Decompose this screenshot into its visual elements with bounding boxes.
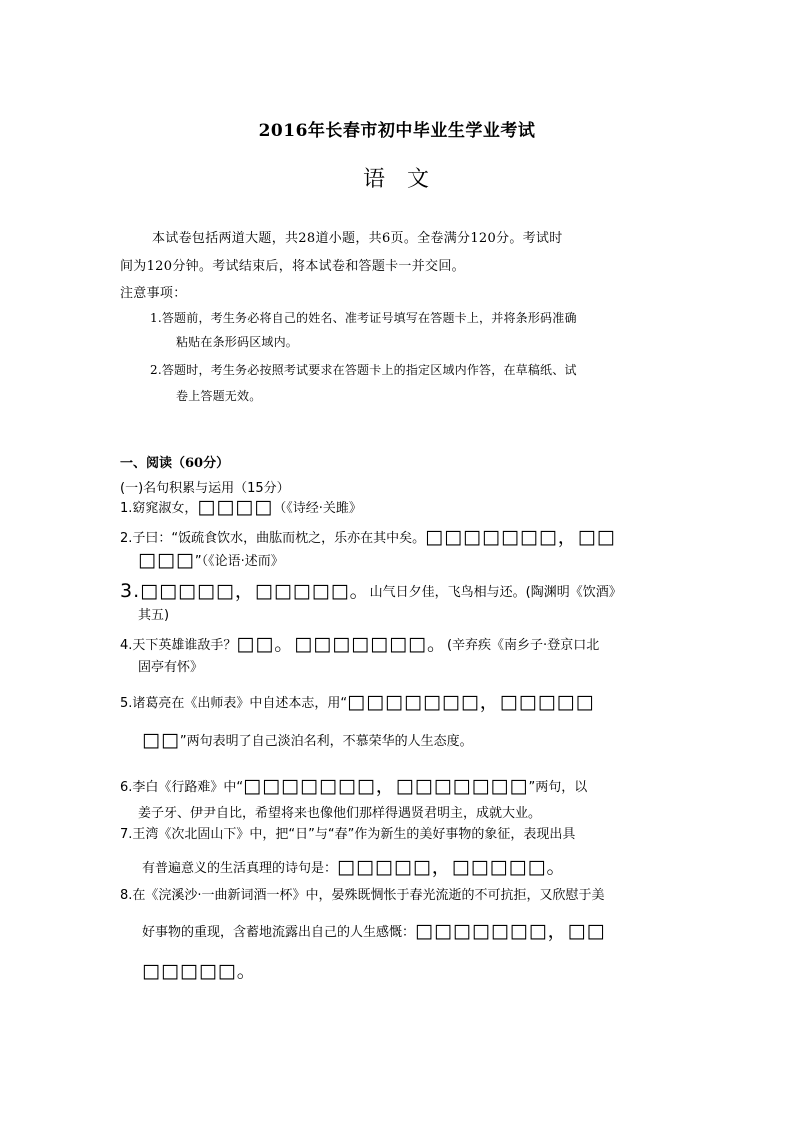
question-6: [120, 771, 587, 798]
question-3: [120, 576, 622, 603]
question-8-blank-1: □□□□□□□，□□: [415, 920, 606, 942]
note-2-line-1: 2.答题时，考生务必按照考试要求在答题卡上的指定区域内作答，在草稿纸、试: [150, 363, 577, 377]
question-5-prompt: 5.诸葛亮在《出师表》中自述本志，用“: [120, 696, 348, 711]
question-4: [120, 629, 599, 656]
question-1-blank: □□□□: [197, 496, 274, 518]
question-2-blank-1: □□□□□□□，□□: [425, 526, 616, 548]
question-8-cont: [142, 916, 606, 943]
question-6-blank: □□□□□□□，□□□□□□□: [243, 775, 529, 797]
question-2: [120, 522, 616, 549]
question-7-cont: [142, 852, 567, 879]
section-heading: 一、阅读（60分）: [120, 456, 230, 471]
note-1-line-1: 1.答题前，考生务必将自己的姓名、准考证号填写在答题卡上，并将条形码准确: [150, 311, 577, 325]
question-7-prompt: 有普遍意义的生活真理的诗句是：: [142, 861, 338, 876]
question-1: [120, 496, 362, 518]
question-5-text: ”两句表明了自己淡泊名利，不慕荣华的人生态度。: [179, 734, 473, 749]
question-1-source: （《诗经·关雎》: [273, 501, 362, 516]
note-1-line-2: 粘贴在条形码区域内。: [176, 335, 299, 349]
question-5-blank-2: □□: [142, 729, 180, 751]
subsection-heading: (一)名句积累与运用（15分）: [120, 481, 290, 496]
note-2-line-2: 卷上答题无效。: [176, 389, 262, 403]
question-4-blank: □□。□□□□□□□。: [236, 633, 447, 655]
question-3-source: 其五): [138, 608, 170, 623]
intro-line-2: 间为120分钟。考试结束后，将本试卷和答题卡一并交回。: [120, 259, 465, 274]
notes-title: 注意事项：: [120, 286, 187, 301]
question-1-prompt: 1.窈窕淑女，: [120, 501, 198, 516]
question-8-blank-2: □□□□□。: [142, 960, 257, 982]
question-5-blank-1: □□□□□□□，□□□□□: [347, 691, 595, 713]
question-6-prompt: 6.李白《行路难》中“: [120, 780, 244, 795]
question-5: [120, 687, 595, 714]
subject-title: 语文: [362, 167, 451, 192]
question-6-text: ”两句，以: [528, 780, 588, 795]
question-6-cont: 姜子牙、伊尹自比，希望将来也像他们那样得遇贤君明主，成就大业。: [138, 806, 542, 821]
question-8-cont-2: [142, 956, 257, 983]
intro-line-1: 本试卷包括两道大题，共28道小题，共6页。全卷满分120分。考试时: [152, 231, 563, 246]
question-5-cont: [142, 729, 473, 751]
question-2-blank-2: □□□: [138, 549, 195, 571]
question-3-blank: 3.□□□□□，□□□□□。: [120, 580, 370, 602]
question-7-blank: □□□□□，□□□□□。: [337, 856, 567, 878]
question-2-cont: [138, 549, 284, 571]
question-3-text: 山气日夕佳，飞鸟相与还。(陶渊明《饮酒》: [369, 585, 622, 600]
exam-title: 2016年长春市初中毕业生学业考试: [258, 121, 536, 141]
question-4-source: (辛弃疾《南乡子·登京口北: [446, 638, 600, 653]
question-4-source-cont: 固亭有怀》: [138, 660, 204, 675]
question-2-source: ”（《论语·述而》: [194, 554, 284, 569]
question-8: 8.在《浣溪沙·一曲新词酒一杯》中，晏殊既惆怅于春光流逝的不可抗拒，又欣慰于美: [120, 888, 605, 903]
question-2-prompt: 2.子曰：“饭疏食饮水，曲肱而枕之，乐亦在其中矣。: [120, 531, 426, 546]
question-7: 7.王湾《次北固山下》中，把“日”与“春”作为新生的美好事物的象征，表现出具: [120, 827, 576, 842]
question-4-prompt: 4.天下英雄谁敌手？: [120, 638, 237, 653]
question-8-prompt: 好事物的重现，含蓄地流露出自己的人生感慨：: [142, 925, 416, 940]
